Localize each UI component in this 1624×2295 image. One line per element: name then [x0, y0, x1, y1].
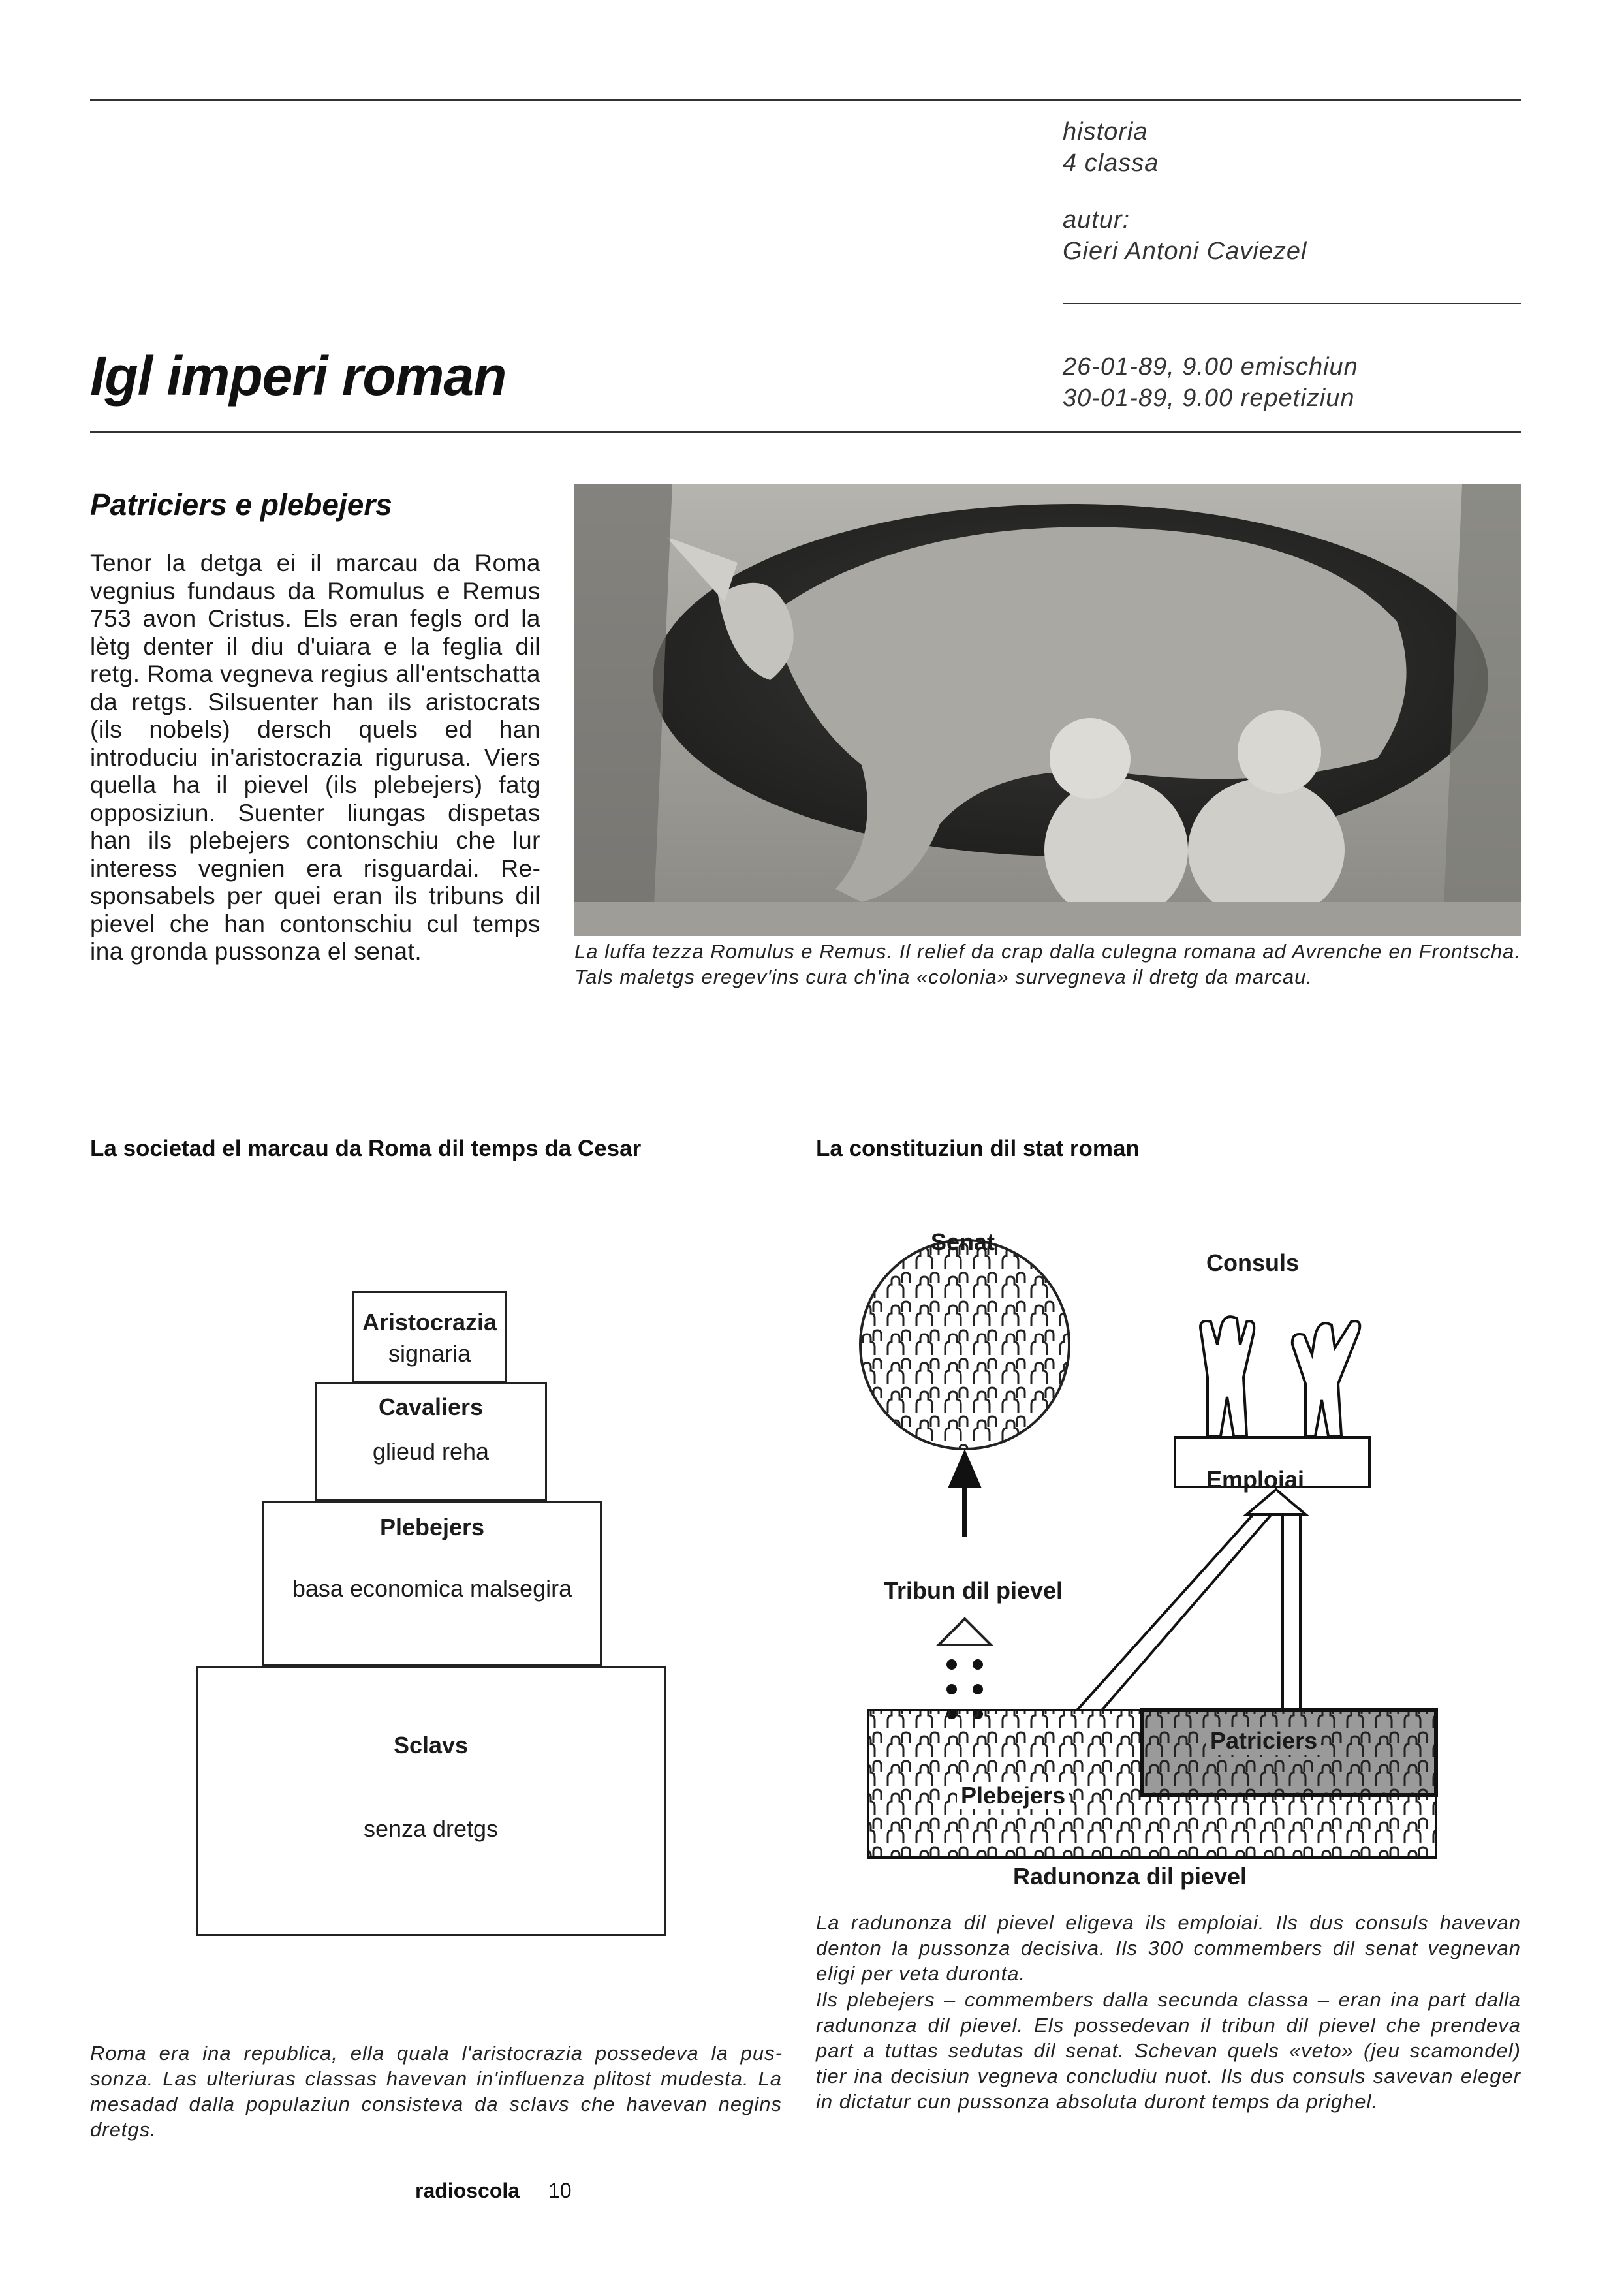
broadcast-date-2: 30-01-89, 9.00 repetiziun [1063, 384, 1355, 412]
level-knights [315, 1382, 547, 1501]
author-label: autur: [1063, 206, 1131, 234]
level-plebeians [262, 1501, 602, 1666]
level-desc: glieud reha [372, 1438, 490, 1465]
page-title: Igl imperi roman [90, 345, 507, 407]
level-slaves [196, 1666, 666, 1936]
senate-label: Senat [931, 1228, 995, 1255]
class-level: 4 classa [1063, 149, 1159, 177]
consul-figure-1 [1200, 1317, 1254, 1436]
article-body: Tenor la detga ei il marcau da Roma vegnius fundaus da Romulus e Remus 753 avon Cristus. Els eran fegls ord la lètg denter il diu d'uiara e la feglia dil retg. Roma vegneva regius all'entschatta da retgs. Silsuenter han ils aristocrats (ils nobels) dersch quels ed han introduciu in'aristocrazia rigurusa. Viers quella ha il pievel (ils plebejers) fatg opposiziun. Suenter liungas dispetas han ils plebejers contonschiu che lur interess vegnien era risguardai. Responsabels per quei eran ils tribuns dil pievel che han contonschiu cul temps ina gronda pussonza el senat. [90, 550, 540, 965]
constitution-caption-2: Ils plebejers – commembers dalla secunda classa – eran ina part dalla radunonza dil pievel. Els possedevan il tribun dil pievel che prendeva part a tuttas sedutas dil senat. Schevan quels «veto» (jeu scamondel) tier ina decisiun vegneva concludiu nuot. Ils dus consuls savevan eleger in dictatur cun pussonza absoluta duront temps da prighel. [816, 1988, 1521, 2113]
level-desc: senza dretgs [363, 1815, 499, 1842]
level-name: Sclavs [393, 1732, 469, 1758]
officials-label: Emploiai [1206, 1466, 1305, 1493]
page-number: 10 [548, 2179, 572, 2202]
beam-left-inner [1102, 1514, 1272, 1710]
society-heading: La societad el marcau da Roma dil temps da Cesar [90, 1136, 642, 1161]
plebeians-label: Plebejers [957, 1782, 1069, 1809]
level-name: Cavaliers [378, 1394, 484, 1420]
constitution-diagram [855, 1214, 1508, 1867]
senate-circle [860, 1240, 1069, 1449]
level-aristocracy [352, 1291, 507, 1382]
society-caption: Roma era ina republica, ella quala l'aristocrazia possedeva la pussonza. Las ulteriuras classas havevan in'influenza plitost mudesta. La mesadad dalla populaziun consisteva da sclavs che havevan negins dretgs. [90, 2042, 782, 2141]
patricians-label: Patriciers [1206, 1727, 1321, 1755]
level-name: Plebejers [379, 1514, 485, 1540]
level-desc: basa economica malsegira [292, 1575, 572, 1602]
constitution-heading: La constituziun dil stat roman [816, 1136, 1140, 1161]
broadcast-date-1: 26-01-89, 9.00 emischiun [1063, 353, 1358, 381]
consuls-label: Consuls [1206, 1249, 1300, 1276]
meta-rule [1063, 303, 1521, 304]
title-rule [90, 431, 1521, 433]
article-heading: Patriciers e plebejers [90, 488, 392, 522]
veto-arrow [939, 1619, 991, 1645]
subject: historia [1063, 118, 1148, 146]
she-wolf-relief-image [574, 484, 1521, 936]
level-name: Aristocrazia [362, 1309, 497, 1335]
top-rule [90, 99, 1521, 101]
tribune-arrowhead [948, 1449, 982, 1488]
photo-caption: La luffa tezza Romulus e Remus. Il relief da crap dalla culegna romana ad Avrenche en Frontscha. Tals maletgs eregev'ins cura ch'ina «colonia» survegneva il dretg da marcau. [574, 940, 1521, 988]
publication-name: radioscola [415, 2179, 520, 2202]
author-name: Gieri Antoni Caviezel [1063, 238, 1307, 265]
constitution-caption-1: La radunonza dil pievel eligeva ils emploiai. Ils dus consuls havevan denton la pussonza decisiva. Ils 300 commembers dil senat vegnevan eligi per veta duronta. [816, 1911, 1521, 1985]
relief-photo [574, 484, 1521, 936]
assembly-label: Radunonza dil pievel [1013, 1863, 1247, 1890]
consul-figure-2 [1292, 1321, 1360, 1436]
level-desc: signaria [388, 1340, 471, 1367]
beam-left-outer [1077, 1514, 1253, 1710]
tribune-label: Tribun dil pievel [884, 1577, 1063, 1604]
